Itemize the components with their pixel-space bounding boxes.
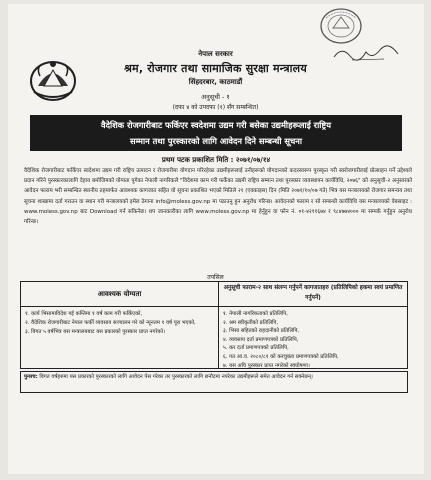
table-caption: तपसिल — [207, 274, 224, 281]
ministry-name: श्रम, रोजगार तथा सामाजिक सुरक्षा मन्त्रालय — [124, 62, 307, 75]
document-item: ५. कर दर्ता प्रमाणपत्रको प्रतिलिपि, — [223, 345, 289, 352]
documents-list — [223, 310, 405, 370]
documents-header: अनुसूची फाराम-२ साथ संलग्न गर्नुपर्ने कागजातहरु (प्रतिलिपिको हकमा स्वयं प्रमाणित गर्नुपर्ने) — [223, 285, 403, 301]
office-seal-stamp — [318, 6, 364, 46]
requirements-header: आवश्यक योग्यता — [97, 289, 142, 298]
document-item: १. नेपाली नागरिकताको प्रतिलिपि, — [223, 311, 288, 317]
notice-title-line2: सम्मान तथा पुरस्कारको लागि आवेदन दिने सम्बन्धी सूचना — [129, 136, 303, 146]
rule-reference: (दफा ४ को उपदफा (१) सँग सम्बन्धित) — [172, 104, 259, 111]
document-item: ६. गत आ.व. २०८०/८१ को करचुक्ता प्रमाणपत्रको प्रतिलिपि, — [223, 353, 339, 360]
requirements-list — [25, 310, 215, 338]
requirements-table — [20, 281, 408, 369]
annex-label: अनुसूची - १ — [201, 93, 230, 101]
ministry-location: सिंहदरबार, काठमाडौं — [188, 78, 243, 86]
document-item: ४. व्यवसाय दर्ता प्रमाणपत्रको प्रतिलिपि, — [223, 336, 299, 343]
table-header-divider — [21, 306, 407, 307]
footnote-label: पुनश्च: — [24, 374, 38, 380]
notice-title-banner — [30, 115, 402, 151]
footnote-box — [20, 371, 408, 393]
requirement-item: १. कार्य भिसामाविदेश गई कम्तिमा १ वर्ष काम गरी फर्किएको, — [25, 311, 143, 317]
footnote-text: विगत वर्षहरुमा यस प्रकारको पुरस्कारको लागि आवेदन पेस गरेका तर पुरस्कारको लागि छनौटमा नपरेका उद्यमीहरूले समेत आवेदन गर्न सक्नेछन्। — [39, 374, 313, 380]
publication-date: प्रथम पटक प्रकाशित मिति : २०७१/०७/१४ — [161, 156, 271, 164]
notice-title-line1: वैदेशिक रोजगारीबाट फर्किएर स्वदेशमा उद्यम गरी बसेका उद्यमीहरूलाई राष्ट्रिय — [100, 120, 332, 130]
document-item: ३. भिसा सहितको राहदानीको प्रतिलिपि, — [223, 328, 300, 335]
notice-body: वैदेशिक रोजगारीबाट फर्किएर स्वदेशमा उद्यम गरी राष्ट्रिय उत्पादन र रोजगारीमा योगदान गरिरहेका उद्यमीहरूलाई उनीहरूको योगदानको कदरस्वरूप पुरस्कृत गरी स्वरोजगारीलाई प्रोत्साहन गर्ने उद्देश्यले प्रदान गरिने पुरस्कारकालागि देहाय बमोजिमको योग्यता पुगेका नेपाली नागरिकले "विदेशमा काम गरी फर्केका उद्यमी राष्ट्रिय सम्मान तथा पुरस्कार व्यवस्थापन कार्यविधि, २०७६" को अनुसूची-२ अनुसारको आवेदन फाराम भरी सम्बन्धित स्थानीय तहमार्फत आवश्यक कागजात सहित यो सूचना प्रकाशित भएको मितिले २१ (एक्काइस) दिन (मिति २०७१/१०/०७ गते) भित्र यस मन्त्रालयको रोजगार समन्वय तथा सूचना शाखामा दर्ता गराउन वा स्थान गरी मन्त्रालयको इमेल ठेगाना info@moless.gov.np मा पठाउनु हुन अनुरोध गरिन्छ। आवेदनको फाराम र सो सम्बन्धी कार्यविधि यस मन्त्रालयको वेबसाइट : www.moless.gov.np बाट Download गर्न सकिनेछ। थप जानकारीका लागि www.moless.gov.np मा हेर्नुहुन वा फोन नं. ०१-४२११६७४ र ९८४७७४००० मा सम्पर्क गर्नुहुन अनुरोध गरिन्छ। — [24, 168, 412, 226]
requirement-item: २. वैदेशिक रोजगारीबाट नेपाल फर्की व्यवसाय सञ्चालन गरे को न्यूनतम १ वर्ष पूरा भएको, — [25, 320, 196, 327]
requirement-item: ३. विगत ५ वर्षभित्र यस मन्त्रालयबाट यस प्रकारको पुरस्कार प्राप्त नगरेको। — [25, 329, 166, 336]
document-item: २. श्रम स्वीकृतीको प्रतिलिपि, — [223, 319, 279, 326]
government-label: नेपाल सरकार — [198, 50, 233, 58]
document-item: ७. यस अघि पुरस्कार प्राप्त नगरेको स्वघोषणा। — [223, 362, 310, 369]
